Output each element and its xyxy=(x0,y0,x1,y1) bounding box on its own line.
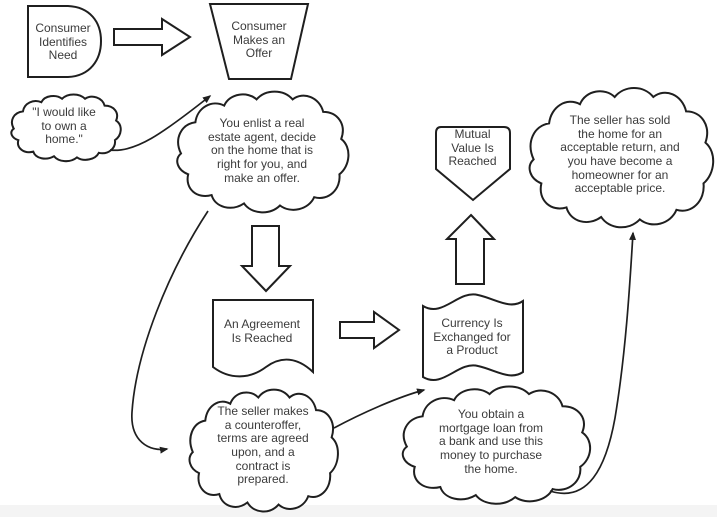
mortgage-label: You obtain a mortgage loan from a bank and use this money to purchase the home. xyxy=(438,407,544,476)
agreement-label: An Agreement Is Reached xyxy=(223,317,301,345)
block-arrow-up-icon xyxy=(447,215,494,284)
seller-sold-label: The seller has sold the home for an acceptable return, and you have become a homeowner for an acceptable price. xyxy=(560,113,680,196)
agreement-document-shape xyxy=(213,300,313,376)
identify-need-shape xyxy=(28,6,101,77)
mutual-value-label: Mutual Value Is Reached xyxy=(448,127,497,169)
cloud-enlist-agent xyxy=(177,92,348,213)
cloud-counteroffer xyxy=(190,390,338,512)
currency-label: Currency Is Exchanged for a Product xyxy=(433,316,511,358)
cloud-seller-sold xyxy=(530,88,714,227)
block-arrow-right2-icon xyxy=(340,312,399,348)
enlist-agent-label: You enlist a real estate agent, decide on the home that is right for you, and make an offer. xyxy=(207,116,317,185)
footer-band xyxy=(0,505,717,517)
connector-enlist-to-counteroffer xyxy=(132,211,208,449)
cloud-mortgage xyxy=(403,387,590,504)
makes-offer-label: Consumer Makes an Offer xyxy=(231,19,287,61)
would-like-label: "I would like to own a home." xyxy=(32,105,96,147)
makes-offer-trapezoid xyxy=(210,4,308,79)
identify-need-label: Consumer Identifies Need xyxy=(35,21,91,63)
block-arrow-right-icon xyxy=(114,19,190,55)
currency-flag-shape xyxy=(423,294,523,380)
cloud-would-like xyxy=(11,94,120,161)
counteroffer-label: The seller makes a counteroffer, terms are agreed upon, and a contract is prepared. xyxy=(217,404,309,487)
block-arrow-down-icon xyxy=(242,226,290,291)
mutual-value-pennant xyxy=(436,127,510,200)
